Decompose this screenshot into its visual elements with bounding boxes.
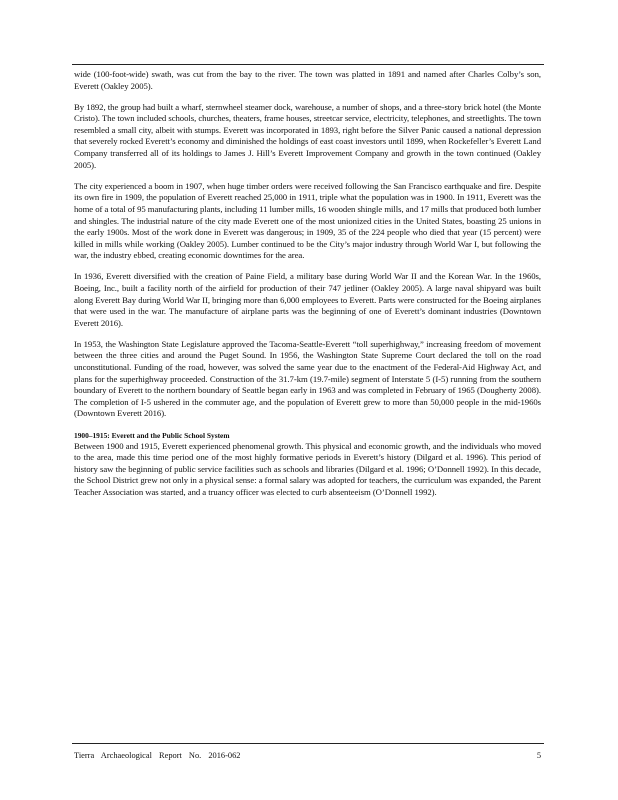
paragraph-1907-boom: The city experienced a boom in 1907, when huge timber orders were received following the San Francisco earthquake and fire. Despite its own fire in 1909, the population of Everett reached 25,000 in 1911, triple what the population was in 1900. In 1911, Everett was the home of a total of 95 manufacturing plants, including 11 lumber mills, 16 wooden shingle mills, and 17 mills that produced both lumber and shingles. The industrial nature of the city made Everett one of the most unionized cities in the United States, boasting 25 unions in the early 1900s. Most of the work done in Everett was dangerous; in 1909, 35 of the 224 people who died that year (15 percent) were killed in mills while working (Oakley 2005). Lumber continued to be the City’s major industry through World War I, but following the war, the industry ebbed, creating economic downtimes for the area. (74, 180, 541, 261)
footer-rule (72, 743, 544, 744)
body-text (74, 69, 541, 508)
paragraph-school-system: Between 1900 and 1915, Everett experienced phenomenal growth. This physical and economic growth, and the individuals who moved to the area, made this time period one of the most highly formative periods in Everett’s history (Dilgard et al. 1996). This period of history saw the beginning of public service facilities such as schools and libraries (Dilgard et al. 1996; O’Donnell 1992). In this decade, the School District grew not only in a physical sense: a formal salary was adopted for teachers, the curriculum was expanded, the Parent Teacher Association was started, and a truancy officer was elected to curb absenteeism (O’Donnell 1992). (74, 440, 541, 497)
paragraph-1892-growth: By 1892, the group had built a wharf, sternwheel steamer dock, warehouse, a number of shops, and a three-story brick hotel (the Monte Cristo). The town included schools, churches, theaters, frame houses, streetcar service, electricity, telephones, and streetlights. The town resembled a small city, albeit with stumps. Everett was incorporated in 1893, right before the Silver Panic caused a national depression that severely rocked Everett’s economy and diminished the holdings of east coast investors until 1899, when Rockefeller’s Everett Land Company transferred all of its holdings to James J. Hill’s Everett Improvement Company and growth in the town continued (Oakley 2005). (74, 101, 541, 170)
paragraph-town-platting: wide (100-foot-wide) swath, was cut from the bay to the river. The town was platted in 1891 and named after Charles Colby’s son, Everett (Oakley 2005). (74, 69, 541, 91)
paragraph-1953-superhighway: In 1953, the Washington State Legislature approved the Tacoma-Seattle-Everett “toll superhighway,” increasing freedom of movement between the three cities and around the Puget Sound. In 1956, the Washington State Supreme Court declared the toll on the road unconstitutional. Funding of the road, however, was solved the same year due to the enactment of the Federal-Aid Highway Act, and plans for the superhighway proceeded. Construction of the 31.7-km (19.7-mile) segment of Interstate 5 (I-5) running from the southern boundary of Everett to the northern boundary of Seattle began early in 1963 and was completed in February of 1965 (Dougherty 2008). The completion of I-5 ushered in the commuter age, and the population of Everett grew to more than 50,000 people in the mid-1960s (Downtown Everett 2016). (74, 338, 541, 419)
header-rule (72, 64, 544, 65)
paragraph-1936-diversification: In 1936, Everett diversified with the creation of Paine Field, a military base during World War II and the Korean War. In the 1960s, Boeing, Inc., built a facility north of the airfield for production of their 747 jetliner (Oakley 2005). A large naval shipyard was built along Everett Bay during World War II, bringing more than 6,000 employees to Everett. Parts were constructed for the Boeing airplanes that were used in the war. The manufacture of airplane parts was the beginning of one of Everett’s dominant industries (Downtown Everett 2016). (74, 271, 541, 328)
page-number: 5 (536, 751, 541, 760)
report-number: Tierra Archaeological Report No. 2016-062 (74, 751, 241, 760)
section-heading: 1900–1915: Everett and the Public School System (74, 430, 230, 440)
